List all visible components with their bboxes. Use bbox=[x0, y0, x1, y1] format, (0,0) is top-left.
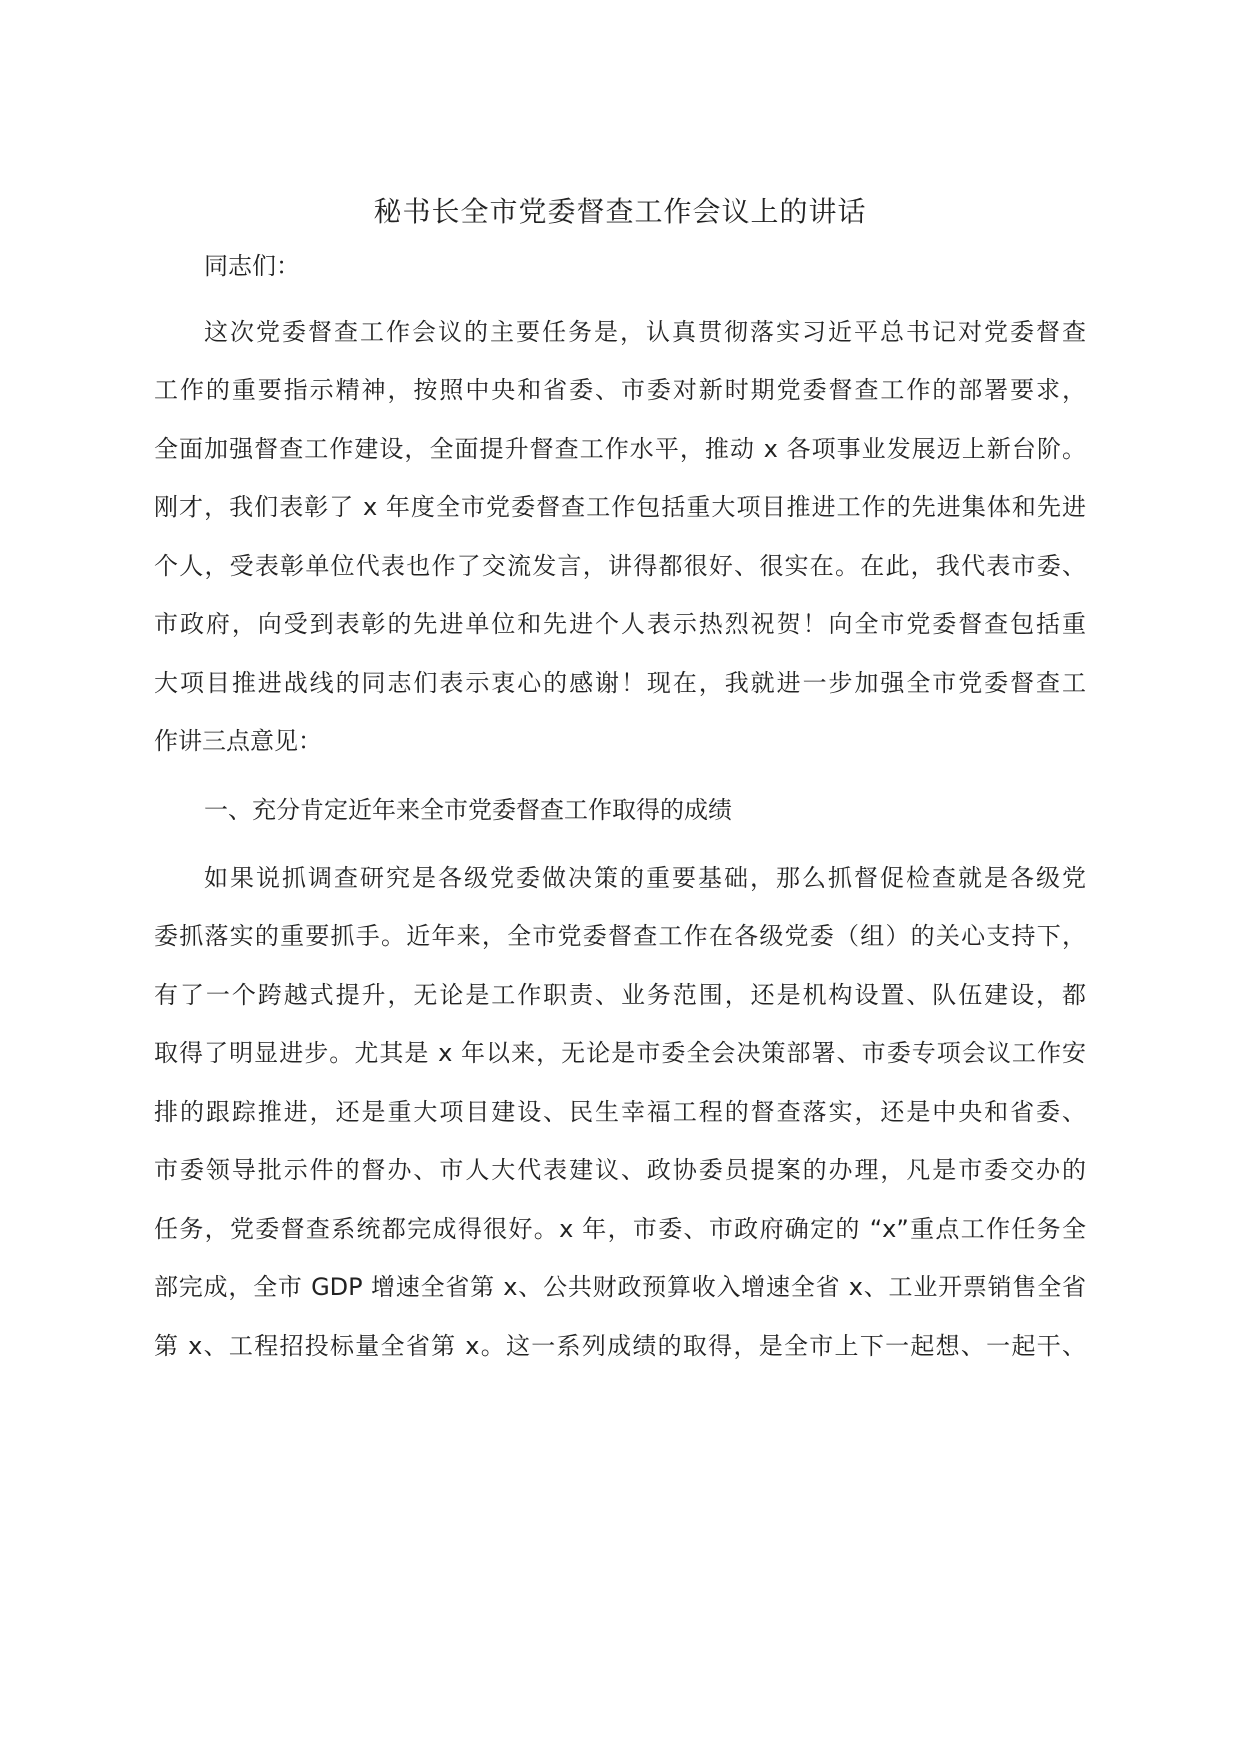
document-title: 秘书长全市党委督查工作会议上的讲话 bbox=[373, 195, 867, 228]
paragraph-line: 这次党委督查工作会议的主要任务是，认真贯彻落实习近平总书记对党委督查 bbox=[204, 318, 1086, 346]
paragraph-line: 取得了明显进步。尤其是 x 年以来，无论是市委全会决策部署、市委专项会议工作安 bbox=[154, 1039, 1086, 1067]
paragraph-line: 作讲三点意见： bbox=[154, 727, 322, 755]
paragraph-line: 有了一个跨越式提升，无论是工作职责、业务范围，还是机构设置、队伍建设，都 bbox=[154, 981, 1086, 1009]
paragraph-line: 部完成，全市 GDP 增速全省第 x、公共财政预算收入增速全省 x、工业开票销售全省 bbox=[154, 1273, 1086, 1301]
paragraph-line: 全面加强督查工作建设，全面提升督查工作水平，推动 x 各项事业发展迈上新台阶。 bbox=[154, 435, 1086, 463]
paragraph-line: 第 x、工程招投标量全省第 x。这一系列成绩的取得，是全市上下一起想、一起干、 bbox=[154, 1332, 1086, 1360]
paragraph-line: 刚才，我们表彰了 x 年度全市党委督查工作包括重大项目推进工作的先进集体和先进 bbox=[154, 493, 1086, 521]
paragraph-line: 市委领导批示件的督办、市人大代表建议、政协委员提案的办理，凡是市委交办的 bbox=[154, 1156, 1086, 1184]
section-heading: 一、充分肯定近年来全市党委督查工作取得的成绩 bbox=[204, 796, 732, 824]
paragraph-line: 如果说抓调查研究是各级党委做决策的重要基础，那么抓督促检查就是各级党 bbox=[204, 864, 1086, 892]
greeting: 同志们： bbox=[204, 252, 300, 280]
paragraph-line: 市政府，向受到表彰的先进单位和先进个人表示热烈祝贺！向全市党委督查包括重 bbox=[154, 610, 1086, 638]
paragraph-line: 大项目推进战线的同志们表示衷心的感谢！现在，我就进一步加强全市党委督查工 bbox=[154, 669, 1086, 697]
paragraph-line: 任务，党委督查系统都完成得很好。x 年，市委、市政府确定的 “x”重点工作任务全 bbox=[154, 1215, 1086, 1243]
paragraph-line: 个人，受表彰单位代表也作了交流发言，讲得都很好、很实在。在此，我代表市委、 bbox=[154, 552, 1086, 580]
paragraph-line: 排的跟踪推进，还是重大项目建设、民生幸福工程的督查落实，还是中央和省委、 bbox=[154, 1098, 1086, 1126]
paragraph-line: 工作的重要指示精神，按照中央和省委、市委对新时期党委督查工作的部署要求， bbox=[154, 376, 1086, 404]
paragraph-line: 委抓落实的重要抓手。近年来，全市党委督查工作在各级党委（组）的关心支持下， bbox=[154, 922, 1086, 950]
